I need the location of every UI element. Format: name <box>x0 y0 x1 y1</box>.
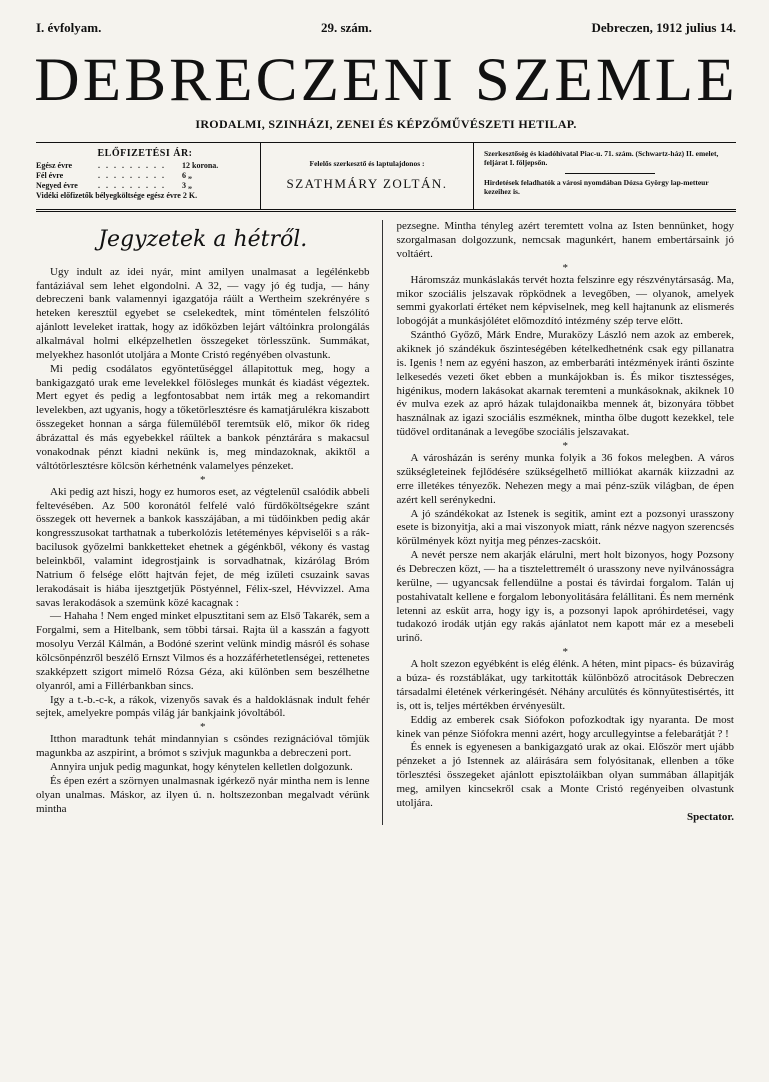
paragraph: Igy a t.-b.-c-k, a rákok, vizenyős savak és a haldoklásnak indult fehér sejtek, amelyekre pompás világ jár bankjaink jóvoltából. <box>36 693 370 720</box>
paragraph: És épen ezért a szörnyen unalmasnak igérkező nyár mintha nem is lenne olyan unalmas. Máskor, az ilyen ú. n. holtszezonban megalvadt vérünk mintha <box>36 774 370 815</box>
right-column <box>383 220 735 825</box>
paragraph: A nevét persze nem akarják elárulni, mert holt bizonyos, hogy Pozsony és Debreczen közt, — ha a tisztelettremélt ó urasszony neve nyilvánosságra kerülne, — ugyancsak fellendülne a postai és távirdai forgalom. Talán uj postahivatalt kellene e forgalom lebonyolitására felállitani. És nem mernénk letenni az esküt arra, hogy igy is, a pozsonyi lapok apróhirdetései, vagy tudakozó irodák utján egy rakás ajánlatot nem kapott már ez a mesebeli urinő. <box>396 549 734 645</box>
editor-box <box>261 143 474 209</box>
volume: I. évfolyam. <box>36 20 102 35</box>
subscription-box <box>36 143 261 209</box>
subscription-label: Negyed évre <box>36 180 78 190</box>
subscription-row <box>36 171 254 181</box>
subscription-row <box>36 181 254 191</box>
subscription-label: Fél évre <box>36 170 64 180</box>
ads-note: Hirdetések feladhatók a városi nyomdában Dózsa György lap-metteur kezeihez is. <box>484 177 709 197</box>
paragraph: pezsegne. Mintha tényleg azért teremtett volna az Isten bennünket, hogy szorgalmasan dolgozzunk, nemcsak magunkért, hanem embertársaink jó voltáért. <box>396 220 734 260</box>
asterisk-divider: * <box>200 721 206 734</box>
article-columns <box>36 220 734 825</box>
subscription-note: Vidéki előfizetők bélyegköltsége egész évre 2 K. <box>36 190 198 200</box>
paragraph: Aki pedig azt hiszi, hogy ez humoros eset, az végtelenül csalódik abbeli feltevésében. Az 500 koronától felfelé való fürdőköltségekre szánt összegek ott hevernek a bankok kasszájában, a mi tüdőinkben pedig akár kongresszusokat tarthatnak a tuberkolózis letéteményes képviselői s a rák-bacilusok győzelmi bankketteket ehetnek a gégénkből, vékony és vastag beleinkből, valamint idegrostjaink is sorvadhatnak, kizárólag Bróm Natrium ő felsége előtt hajtván fejet, de még izületi csuzaink savas lerakodásait is hiába ijesztgetjük Pöstyénnel, Félix-szel, Hévvizzel. Ama savas lerakodások a szemünk közé kacagnak : <box>36 485 370 609</box>
subscription-dots: . . . . . . . . . <box>98 170 166 180</box>
paragraph: És ennek is egyenesen a bankigazgató urak az okai. Először mert ujább pénzeket a jó Istennek az aláirására sem folyósitanak, ellenben a tőke törlesztési összegeket ajánlott episztoláikban olyan summában állapitják meg, amilyen kincsekről csak a Monte Cristó regényeiben olvastunk utoljára. <box>396 741 734 809</box>
newspaper-page <box>36 20 736 212</box>
divider <box>565 173 655 174</box>
subscription-title: ELŐFIZETÉSI ÁR: <box>97 148 193 159</box>
paragraph: Itthon maradtunk tehát mindannyian s csöndes rezignációval tömjük magunkba az aszpirint, a brómot s szivjuk magunkba a debreczeni port. <box>36 733 370 760</box>
asterisk-divider: * <box>200 473 206 486</box>
subscription-price: 12 korona. <box>182 160 219 170</box>
editor-label: Felelős szerkesztő és laptulajdonos : <box>309 159 425 168</box>
paragraph: Háromszáz munkáslakás tervét hozta felszinre egy részvénytársaság. Ma, mikor szociális jelszavak röpködnek a levegőben, — olyanok, amelyek semmi gyakorlati értéket nem képviselnek, meg kell hajtanunk az elismerés lobogóját a munkásjólétet előmozdító intézmény szép terve előtt. <box>396 273 734 328</box>
paragraph: A holt szezon egyébként is elég élénk. A héten, mint pipacs- és búzavirág a búza- és rozstáblákat, ugy tarkitották különböző atrocitások Debreczen társadalmi életének vérkeringését. Néhány arculütés és könnyütestisértés, itt is, ott is, teljes mértékben érvényesült. <box>396 658 734 712</box>
editor-name: SZATHMÁRY ZOLTÁN. <box>286 176 448 192</box>
signature: Spectator. <box>687 810 734 823</box>
left-column <box>36 220 383 825</box>
dateline: Debreczen, 1912 julius 14. <box>591 20 736 35</box>
top-line <box>36 20 736 36</box>
subscription-dots: . . . . . . . . . <box>98 180 166 190</box>
asterisk-divider: * <box>562 646 568 659</box>
office-address: Szerkesztőség és kiadóhivatal Piac-u. 71. szám. (Schwartz-ház) II. emelet, feljárat I. följepsőn. <box>484 149 719 168</box>
masthead: DEBRECZENI SZEMLE <box>34 47 738 114</box>
office-box <box>474 143 736 209</box>
paragraph: Eddig az emberek csak Siófokon pofozkodtak igy nyaranta. De most kinek van pénze Siófokra menni azért, hogy arcullegyintse a felebarátját ? ! <box>396 713 734 740</box>
subscription-dots: . . . . . . . . . <box>98 160 166 170</box>
info-box <box>36 142 736 212</box>
asterisk-divider: * <box>562 439 568 452</box>
paragraph: Mi pedig csodálatos egyöntetűséggel állapitottuk meg, hogy a bankigazgató urak eme levelekkel fölösleges munkát és kiadást végeztek. Mert egyet és pedig a legfontosabbat nem irták meg a rekomandirt levelekben, azt ugyanis, hogy a tőketörlesztésre és kamatjárulékra kiszabott összegeket honnan a sárga füleműlébőI teremtsük elő, mikor ők rideg ábrázattal és más egyebekkel ráültek a bankok pénztárára s makacsul vonakodnak pénzt kiadni nekünk is, meg mindazoknak, akiktől a váltótörlesztésre kölcsön kérhetnénk valamelyes pénzeket. <box>36 362 370 472</box>
subtitle: IRODALMI, SZINHÁZI, ZENEI ÉS KÉPZŐMŰVÉSZETI HETILAP. <box>195 117 577 131</box>
paragraph: Annyira unjuk pedig magunkat, hogy kénytelen kelletlen dolgozunk. <box>50 761 353 774</box>
paragraph: A jó szándékokat az Istenek is segitik, amint ezt a pozsonyi urasszony esete is bizonyitja, aki a mai viszonyok miatt, ránk nézve nagyon szerencsés körülmények közt nyitja meg pénzes-zacskóit. <box>396 507 734 548</box>
paragraph: Szánthó Győző, Márk Endre, Muraközy László nem azok az emberek, akiknek jó szándékuk őszinteségében kételkedhetnénk csak egy pillanatra is. Igenis ! nem az egyéni haszon, az emberbaráti intézmények iránti őszinte lelkesedés vezeti őket ebben a munkájokban is. És mikor tisztességes, higénikus, modern lakásokat akarnak teremteni a munkásoknak, akiknek 10 év mulva ezek az apró házak tulajdonaikba mennek át, bizonyára többet használnak az igazi szociális eszméknek, mintha ölbe dugott kezekkel, tele tüdővel orditanának a levegőbe szociális jelszavakat. <box>396 329 734 439</box>
subscription-price: 6 „ <box>182 170 192 180</box>
paragraph: Ugy indult az idei nyár, mint amilyen unalmasat a legélénkebb fantáziával sem lehet elgondolni. A 32, — vagy jó ég tudja, — hány debreczeni bank valamennyi igazgatója ráült a Wertheim szekrényére s heteken keresztül egyebet se cselekedtek, mint töméntelen felszólító ajánlott leveleket irattak, hogy az időközben lejárt váltóinkra prolongálás alkalmával holmi elképzelhetlen összegeket törlesszünk. Summákat, melyekhez hasonlót utoljára a Monte Cristó regényében olvastunk. <box>36 265 370 361</box>
subscription-label: Egész évre <box>36 160 73 170</box>
subscription-row <box>36 161 254 171</box>
paragraph: A városházán is serény munka folyik a 36 fokos melegben. A város szükségleteinek fejlődésére szükségelhető milliókat akarnák kiizzadni az erre illetékes tényezők. Nehezen megy a mai pénz-szük világban, de épen azért kell serénykedni. <box>396 452 734 506</box>
paragraph: — Hahaha ! Nem enged minket elpusztitani sem az Első Takarék, sem a Forgalmi, sem a Hitelbank, sem többi társai. Rajta ül a kasszán a fagyott mosolyu Verzál Kálmán, a Bodóné szerint velünk mindig másról és sohase kölcsönpénzről beszélő Ernszt Vilmos és a hozzáférhetetlenségei, rettenetes szakképzett szigort mimelő Rózsa Géza, aki különben sem beszélhetne olyanról, ami a Fillérbankban sincs. <box>36 610 370 692</box>
article-title: Jegyzetek a hétről. <box>98 227 308 252</box>
asterisk-divider: * <box>562 261 568 274</box>
subscription-price: 3 „ <box>182 180 192 190</box>
issue-number: 29. szám. <box>320 20 372 35</box>
